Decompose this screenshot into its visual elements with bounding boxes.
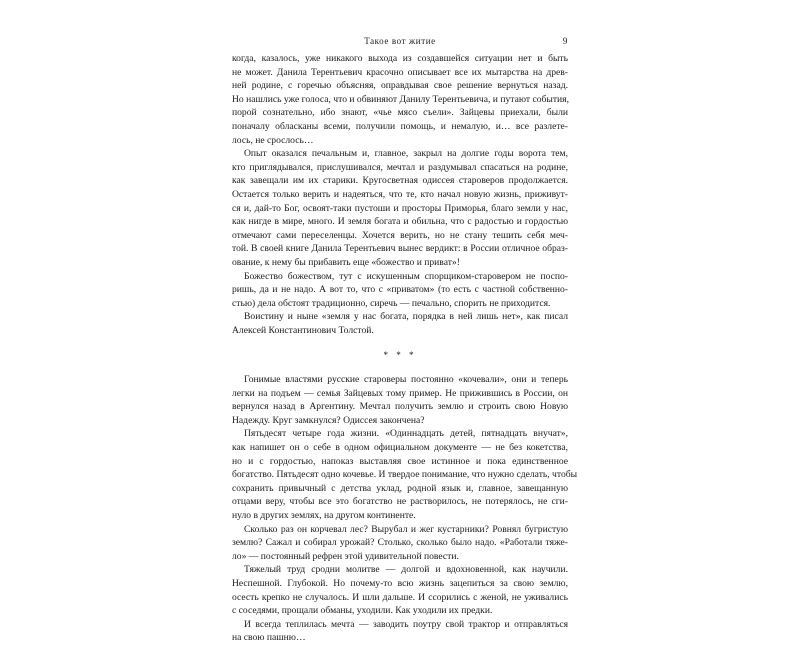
text-line: ся и, дай-то Бог, освоят-таки пустоши и просторы Приморья, благо земли у нас,: [232, 202, 568, 214]
text-line: ней родине, с горечью объясняя, оправдывая свое решение вернуться назад.: [232, 80, 568, 92]
text-line: ришь, да и не надо. А вот то, что с «приватом» (то есть с частной собственно-: [232, 284, 568, 296]
paragraph: [232, 310, 568, 337]
text-line: богатство. Пятьдесят одно кочевье. И твердое понимание, что нужно сделать, чтобы: [232, 469, 578, 481]
text-line: стью) дела обстоят традиционно, сиречь — печально, спорить не приходится.: [232, 297, 551, 309]
text-line: нуло в других землях, на другом континенте.: [232, 510, 416, 521]
text-line: не может. Данила Терентьевич красочно описывает все их мытарства на древ-: [232, 66, 568, 78]
text-line: И всегда теплилась мечта — заводить поутру свой трактор и отправляться: [244, 618, 568, 630]
text-line: Божество божеством, тут с искушенным спорщиком-старовером не поспо-: [244, 270, 568, 282]
text-line: Опыт оказался печальным и, главное, закрыл на долгие годы ворота тем,: [244, 148, 568, 160]
text-line: как нигде в мире, много. И земля богата и обильна, что с радостью и гордостью: [232, 216, 568, 228]
text-line: Пятьдесят четыре года жизни. «Одиннадцать детей, пятнадцать внучат»,: [244, 428, 568, 440]
text-line: с соседями, прощали обманы, уходили. Как уходили их предки.: [232, 605, 493, 617]
text-line: но и с гордостью, напоказ выставляя свое истинное и пока единственное: [232, 455, 568, 467]
running-title: Такое вот житие: [364, 36, 436, 46]
paragraph: [232, 52, 568, 147]
section-separator: * * *: [383, 350, 417, 361]
paragraph: [232, 270, 568, 311]
text-line: отмечают сами переселенцы. Хочется верить, но не стану тешить себя меч-: [232, 229, 568, 241]
text-line: ло» — постоянный рефрен этой удивительной повести.: [232, 550, 459, 562]
text-line: порой сознательно, ибо знают, «чье мясо съели». Зайцевы приехали, были: [232, 107, 568, 119]
text-line: отцами веру, чтобы все это богатство не растворилось, не потерялось, не сги-: [232, 496, 568, 508]
text-line: на свою пашню…: [232, 632, 306, 644]
text-line: когда, казалось, уже никакого выхода из создавшейся ситуации нет и быть: [232, 53, 568, 64]
paragraph: [232, 147, 568, 269]
text-line: той. В своей книге Данила Терентьевич вынес вердикт: в России отличное образ-: [232, 243, 568, 255]
text-line: как напишет он о себе в одном официальном документе — не без кокетства,: [232, 442, 568, 454]
text-line: Остается только верить и надеяться, что те, кто начал новую жизнь, приживут-: [232, 188, 568, 200]
page-number: 9: [562, 36, 568, 46]
text-line: Надежду. Круг замкнулся? Одиссея закончена?: [232, 414, 425, 426]
paragraph: [232, 427, 578, 522]
paragraph: [232, 523, 568, 564]
text-line: Гонимые властями русские староверы постоянно «кочевали», они и теперь: [244, 374, 568, 386]
text-line: Воистину и ныне «земля у нас богата, порядка в ней лишь нет», как писал: [244, 311, 568, 323]
text-line: поначалу обласканы всеми, получили помощь, и немалую, и… все разлете-: [232, 120, 568, 132]
text-line: лось, не срослось…: [232, 134, 314, 146]
text-line: легки на подъем — семья Зайцевых тому пример. Не прижившись в России, он: [232, 387, 568, 399]
text-line: Но нашлись уже голоса, что и обвиняют Данилу Терентьевича, и путают события,: [232, 93, 569, 105]
paragraph: [232, 563, 568, 617]
text-line: Алексей Константинович Толстой.: [232, 324, 374, 336]
text-line: как завещали им их старики. Кругосветная одиссея староверов продолжается.: [232, 175, 568, 187]
text-line: Тяжелый труд сродни молитве — долгой и вдохновенной, как научили.: [244, 564, 568, 576]
paragraph: [232, 373, 568, 427]
text-line: кто приглядывался, прислушивался, мечтал и раздумывал спасаться на родине,: [232, 161, 568, 173]
text-line: Неспешной. Глубокой. Но почему-то всю жизнь зацепиться за свою землю,: [232, 577, 568, 589]
text-line: сохранить привычный с детства уклад, родной язык и, главное, завещанную: [232, 482, 568, 494]
text-line: Сколько раз он корчевал лес? Вырубал и жег кустарники? Ровнял бугристую: [244, 523, 568, 535]
text-line: землю? Сажал и собирал урожай? Столько, сколько было надо. «Работали тяже-: [232, 537, 568, 549]
body-text: [232, 52, 578, 645]
text-line: осесть крепко не случалось. И шли дальше. И ссорились с женой, не уживались: [232, 591, 568, 603]
paragraph: [232, 618, 568, 645]
text-line: ование, к нему бы прибавить еще «божество и приват»!: [232, 256, 460, 268]
text-line: вернулся назад в Аргентину. Мечтал получить землю и строить свою Новую: [232, 401, 568, 413]
